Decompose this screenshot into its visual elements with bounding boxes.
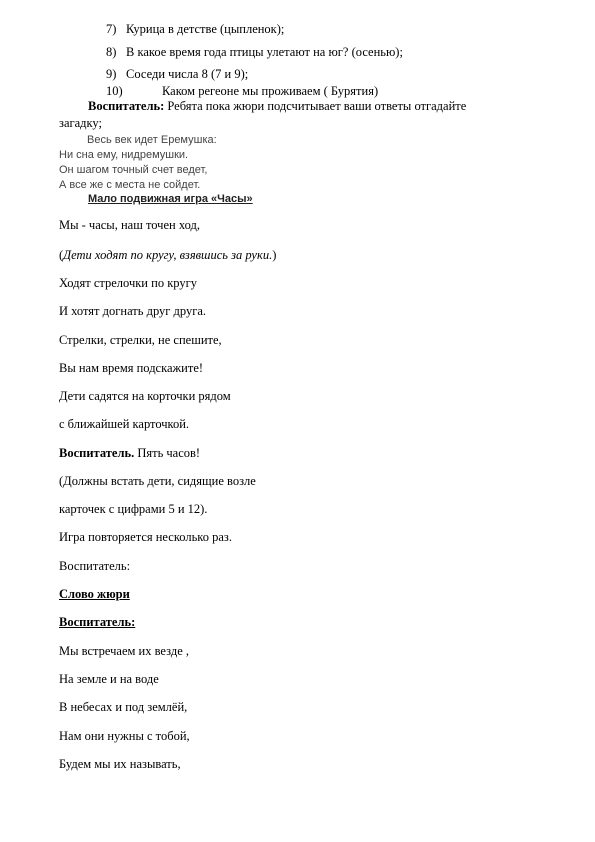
list-item <box>106 45 403 60</box>
list-number: 10) <box>106 84 123 98</box>
poem-line: Будем мы их называть, <box>59 757 181 771</box>
list-item <box>106 22 284 37</box>
list-number: 7) <box>106 22 117 36</box>
educator-label: Воспитатель: <box>88 99 165 113</box>
paren-close: ) <box>272 248 277 262</box>
jury-word-heading: Слово жюри <box>59 587 130 601</box>
paren-open: ( <box>59 248 64 262</box>
list-item <box>106 67 248 82</box>
game-instruction <box>59 248 276 263</box>
game-instruction-italic: Дети ходят по кругу, взявшись за руки. <box>63 248 273 262</box>
riddle-line: А все же с места не сойдет. <box>59 179 201 191</box>
game-line: Стрелки, стрелки, не спешите, <box>59 333 222 347</box>
game-line: (Должны встать дети, сидящие возле <box>59 474 256 488</box>
game-line: Игра повторяется несколько раз. <box>59 530 232 544</box>
list-text: Курица в детстве (цыпленок); <box>126 22 285 36</box>
game-title: Мало подвижная игра «Часы» <box>88 193 253 205</box>
poem-line: В небесах и под землёй, <box>59 700 188 714</box>
educator-text: Пять часов! <box>134 446 201 460</box>
game-line: И хотят догнать друг друга. <box>59 304 207 318</box>
list-text: В какое время года птицы улетают на юг? (осенью); <box>126 45 403 59</box>
educator-intro-text: Ребята пока жюри подсчитывает ваши ответы отгадайте <box>164 99 467 113</box>
poem-line: Нам они нужны с тобой, <box>59 729 190 743</box>
list-number: 8) <box>106 45 117 59</box>
game-line: Воспитатель: <box>59 559 131 573</box>
list-text: Каком регеоне мы проживаем ( Бурятия) <box>162 84 379 98</box>
riddle-line: Он шагом точный счет ведет, <box>59 164 208 176</box>
game-educator-line <box>59 446 200 461</box>
list-number: 9) <box>106 67 117 81</box>
riddle-line: Весь век идет Еремушка: <box>87 134 217 146</box>
educator-intro <box>88 99 466 114</box>
game-line: карточек с цифрами 5 и 12). <box>59 502 208 516</box>
educator-label: Воспитатель. <box>59 446 135 460</box>
poem-line: Мы встречаем их везде , <box>59 644 189 658</box>
educator-intro-continuation: загадку; <box>59 116 102 130</box>
game-line: Мы - часы, наш точен ход, <box>59 218 200 232</box>
game-line: Вы нам время подскажите! <box>59 361 204 375</box>
poem-line: На земле и на воде <box>59 672 159 686</box>
game-line: Ходят стрелочки по кругу <box>59 276 197 290</box>
educator-heading: Воспитатель: <box>59 615 136 629</box>
list-text: Соседи числа 8 (7 и 9); <box>126 67 249 81</box>
riddle-line: Ни сна ему, нидремушки. <box>59 149 189 161</box>
list-item <box>106 84 378 99</box>
game-line: Дети садятся на корточки рядом <box>59 389 231 403</box>
game-line: с ближайшей карточкой. <box>59 417 190 431</box>
